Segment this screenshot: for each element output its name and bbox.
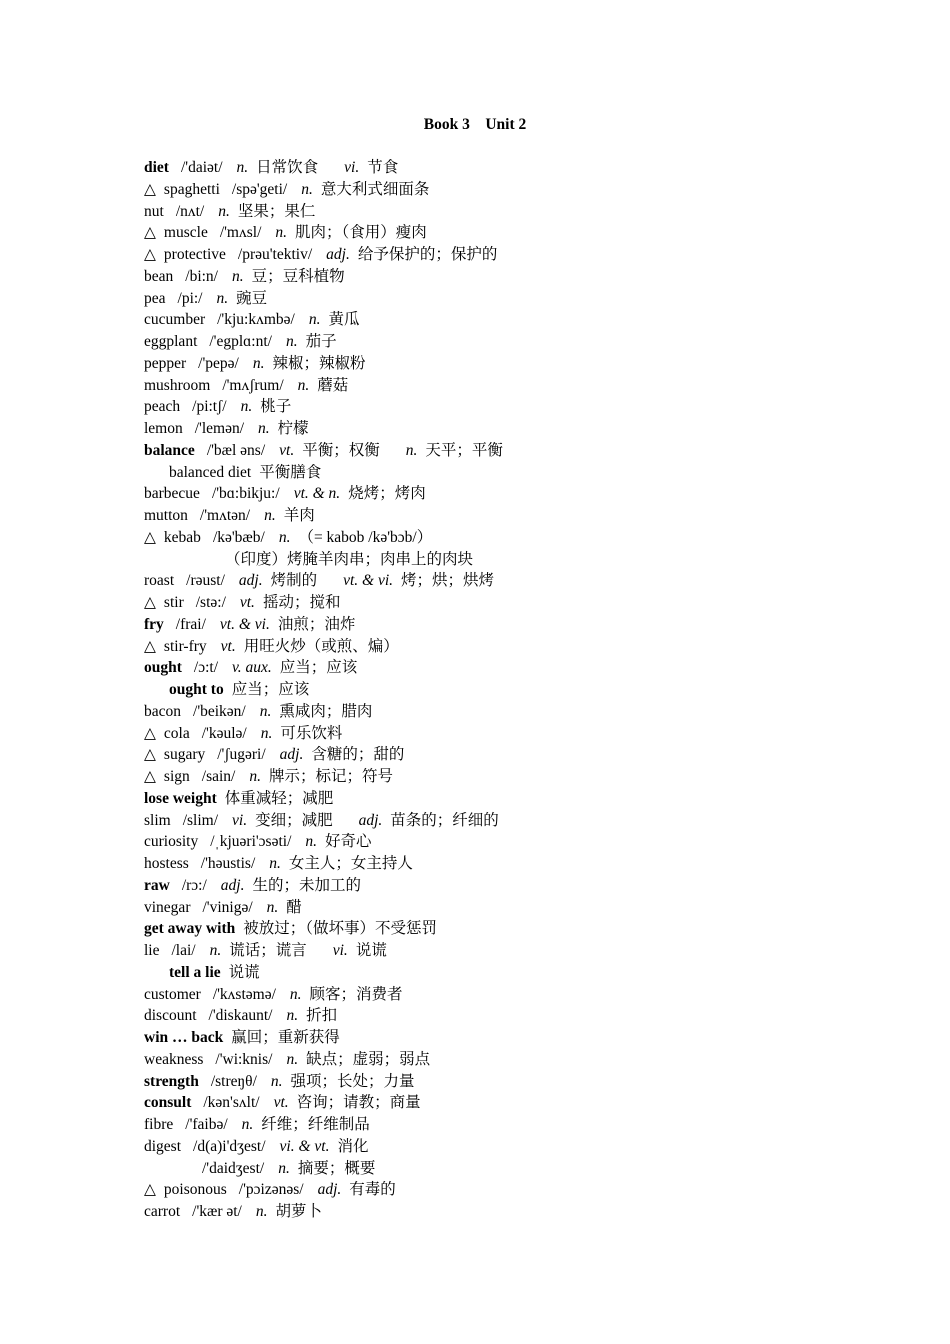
vocab-word: lemon [144, 420, 183, 437]
vocab-part-of-speech: vt. & n. [293, 485, 341, 503]
vocab-word: pepper [144, 354, 187, 372]
vocab-part-of-speech: adj. [220, 876, 245, 894]
vocab-part-of-speech: vt. [239, 594, 255, 611]
vocab-phonetic: /ˌkjuəri'ɔsəti/ [210, 833, 292, 851]
vocab-definition: 辣椒；辣椒粉 [272, 354, 366, 372]
triangle-marker-icon: △ [144, 594, 156, 611]
vocab-definition-2: 烤；烘；烘烤 [401, 572, 495, 590]
vocab-phonetic: /rɔ:/ [181, 876, 207, 894]
vocab-word: bacon [144, 702, 182, 720]
vocab-definition: 平衡；权衡 [302, 441, 380, 459]
vocab-definition: 羊肉 [283, 507, 315, 524]
vocab-definition: 顾客；消费者 [309, 985, 403, 1003]
vocab-part-of-speech: vt. [220, 637, 236, 655]
vocab-entry [144, 875, 904, 897]
vocab-part-of-speech: n. [240, 398, 253, 416]
vocab-entry [144, 527, 904, 549]
vocab-word: consult [144, 1094, 192, 1112]
page-title: Book 3 Unit 2 [423, 116, 527, 133]
vocab-word: fry [144, 615, 164, 633]
vocab-entry [144, 179, 904, 201]
vocab-entry [144, 353, 904, 375]
vocab-part-of-speech: n. [252, 354, 265, 372]
vocab-phonetic: /'bæl əns/ [206, 441, 266, 459]
vocab-definition: 熏咸肉；腊肉 [279, 702, 373, 720]
vocab-part-of-speech-2: n. [405, 441, 418, 459]
vocab-definition-2: 天平；平衡 [425, 441, 503, 459]
triangle-marker-icon: △ [144, 246, 156, 263]
vocab-phonetic: /'həustis/ [200, 855, 256, 872]
vocab-word: lie [144, 942, 160, 959]
vocab-part-of-speech: vi. & vt. [279, 1137, 330, 1155]
vocab-entry [144, 1114, 904, 1136]
vocab-part-of-speech: n. [286, 1007, 299, 1025]
vocab-entry [144, 418, 904, 440]
vocab-word: raw [144, 876, 170, 894]
vocab-entry [144, 1158, 904, 1180]
vocab-phonetic: /ɔ:t/ [193, 659, 219, 677]
vocab-definition: 茄子 [305, 333, 337, 350]
vocab-part-of-speech-2: adj. [358, 811, 383, 829]
vocab-phonetic: /d(a)i'dʒest/ [193, 1137, 266, 1155]
vocab-entry [144, 918, 904, 940]
vocab-part-of-speech-2: vi. [344, 159, 360, 176]
vocab-phonetic: /'vinigə/ [202, 898, 253, 916]
vocab-part-of-speech: n. [264, 507, 276, 524]
vocab-phonetic: /'kju:kʌmbə/ [217, 311, 295, 329]
vocab-phonetic: /'beikən/ [193, 702, 246, 720]
vocab-entry [144, 396, 904, 418]
vocab-definition: 被放过；（做坏事）不受惩罚 [243, 920, 438, 938]
vocab-word: stir [163, 594, 184, 611]
vocab-definition: 折扣 [306, 1007, 338, 1025]
vocab-definition: 平衡膳食 [259, 463, 322, 481]
vocab-phonetic: /kən'sʌlt/ [203, 1094, 260, 1112]
vocab-entry [144, 331, 904, 353]
vocab-entry [144, 157, 904, 179]
vocab-phonetic: /'wi:knis/ [215, 1050, 273, 1068]
vocab-definition: 烤制的 [270, 572, 318, 590]
vocab-word: cola [163, 724, 190, 742]
vocab-definition: （= kabob /kə'bɔb/） [298, 528, 433, 546]
vocab-part-of-speech: n. [236, 159, 249, 176]
vocab-entry [144, 984, 904, 1006]
vocab-entry [144, 853, 904, 875]
vocab-definition: 坚果；果仁 [237, 202, 316, 220]
vocab-part-of-speech: n. [286, 1050, 299, 1068]
vocab-phonetic: /'mʌsl/ [219, 224, 262, 242]
vocab-word: ought [144, 659, 182, 677]
vocab-word: curiosity [144, 833, 199, 851]
vocab-part-of-speech: n. [232, 267, 244, 285]
vocab-part-of-speech: adj. [326, 246, 350, 263]
vocab-definition-2: 苗条的；纤细的 [390, 811, 499, 829]
vocab-part-of-speech: n. [270, 1072, 283, 1090]
vocab-phrase: balanced diet [169, 463, 252, 481]
vocab-part-of-speech: n. [278, 528, 291, 546]
vocab-definition: 摇动；搅和 [262, 594, 341, 611]
vocab-definition: 蘑菇 [317, 376, 349, 394]
vocab-part-of-speech: n. [258, 420, 270, 437]
vocab-entry [144, 1049, 904, 1071]
vocab-word: hostess [144, 855, 189, 872]
vocab-part-of-speech: n. [289, 985, 302, 1003]
vocab-part-of-speech: n. [209, 942, 222, 959]
vocab-entry [144, 1071, 904, 1093]
vocab-phonetic: /'pepə/ [198, 354, 239, 372]
vocab-phonetic: /'daiət/ [180, 159, 223, 176]
vocab-definition: 桃子 [260, 398, 292, 416]
vocab-part-of-speech: vi. [232, 811, 248, 829]
vocab-part-of-speech: n. [266, 898, 279, 916]
vocab-word: slim [144, 811, 171, 829]
vocab-definition: 日常饮食 [256, 159, 319, 176]
triangle-marker-icon: △ [144, 746, 156, 764]
vocab-definition: 胡萝卜 [275, 1203, 322, 1220]
triangle-marker-icon: △ [144, 1181, 156, 1199]
vocab-definition: 赢回；重新获得 [231, 1029, 340, 1046]
vocab-definition: 女主人；女主持人 [288, 855, 413, 872]
vocab-definition: 强项；长处；力量 [290, 1072, 415, 1090]
vocab-entry [144, 788, 904, 810]
vocab-entry [144, 288, 904, 310]
vocab-phonetic: /'kəulə/ [201, 724, 247, 742]
vocab-word: barbecue [144, 485, 200, 503]
vocab-part-of-speech: n. [216, 289, 229, 307]
vocab-definition: 变细；减肥 [255, 811, 333, 829]
vocab-word: kebab [163, 528, 201, 546]
vocab-definition: 谎话；谎言 [229, 942, 307, 959]
vocab-part-of-speech: n. [285, 333, 298, 350]
vocab-definition: 消化 [337, 1137, 369, 1155]
vocab-entry [144, 636, 904, 658]
vocab-word: poisonous [163, 1181, 227, 1199]
vocab-word: digest [144, 1137, 182, 1155]
vocabulary-list [144, 157, 904, 1223]
vocab-entry [144, 723, 904, 745]
vocab-entry [144, 375, 904, 397]
vocab-part-of-speech: n. [275, 224, 288, 242]
vocab-entry [144, 549, 904, 571]
vocab-definition: 应当；应该 [231, 681, 310, 698]
vocab-entry [144, 570, 904, 592]
vocab-definition: 含糖的；甜的 [311, 746, 405, 764]
vocab-phonetic: /'pɔizənəs/ [238, 1181, 304, 1199]
vocab-phonetic: /rəust/ [186, 572, 225, 590]
vocab-definition: 生的；未加工的 [252, 876, 361, 894]
vocab-entry [144, 657, 904, 679]
vocab-word: vinegar [144, 898, 191, 916]
vocab-definition-2: 说谎 [355, 942, 387, 959]
vocab-definition: 有毒的 [349, 1181, 396, 1199]
vocab-entry [144, 244, 904, 266]
vocab-word: pea [144, 289, 166, 307]
triangle-marker-icon: △ [144, 724, 156, 742]
vocab-entry [144, 483, 904, 505]
vocab-part-of-speech: adj. [238, 572, 263, 590]
vocab-word: lose weight [144, 789, 217, 807]
vocab-entry [144, 940, 904, 962]
vocab-entry [144, 766, 904, 788]
vocab-phonetic: /'ʃugəri/ [217, 746, 266, 764]
vocab-word: balance [144, 441, 195, 459]
vocab-definition: 意大利式细面条 [320, 180, 430, 198]
vocab-part-of-speech: vt. [273, 1094, 289, 1112]
vocab-phrase: ought to [169, 681, 224, 698]
vocab-part-of-speech: n. [301, 180, 313, 198]
vocab-part-of-speech: n. [278, 1159, 290, 1177]
triangle-marker-icon: △ [144, 224, 156, 242]
vocab-definition: 应当；应该 [279, 659, 358, 677]
vocab-definition: 油煎；油炸 [277, 615, 356, 633]
vocab-phonetic: /'diskaunt/ [208, 1007, 273, 1025]
vocab-word: mushroom [144, 376, 211, 394]
vocab-phonetic: /spə'geti/ [231, 180, 288, 198]
vocab-definition: 醋 [286, 898, 302, 916]
vocab-entry [144, 592, 904, 614]
vocab-word: spaghetti [163, 180, 220, 198]
vocab-part-of-speech: n. [259, 702, 272, 720]
vocab-phonetic: /nʌt/ [175, 202, 205, 220]
vocab-definition: 缺点；虚弱；弱点 [306, 1050, 431, 1068]
vocab-word: get away with [144, 920, 236, 938]
vocab-word: cucumber [144, 311, 206, 329]
vocab-definition: 体重减轻；减肥 [224, 789, 334, 807]
vocab-phonetic: /'egplɑ:nt/ [209, 333, 272, 350]
vocab-part-of-speech: n. [308, 311, 321, 329]
vocab-entry [144, 201, 904, 223]
vocab-phonetic: /'mʌʃrum/ [222, 376, 284, 394]
vocab-part-of-speech: n. [218, 202, 230, 220]
vocab-part-of-speech: adj. [279, 746, 304, 764]
vocab-word: fibre [144, 1116, 174, 1133]
triangle-marker-icon: △ [144, 528, 156, 546]
vocab-word: strength [144, 1072, 199, 1090]
vocab-phonetic: /'faibə/ [185, 1116, 228, 1133]
vocab-phrase: tell a lie [169, 963, 221, 981]
vocab-definition-2: 节食 [367, 159, 399, 176]
vocab-definition: 肌肉；（食用）瘦肉 [295, 224, 427, 242]
vocab-entry [144, 810, 904, 832]
vocab-definition: 摘要；概要 [297, 1159, 376, 1177]
vocab-definition: 牌示；标记；符号 [268, 768, 393, 785]
vocab-phonetic: /kə'bæb/ [212, 528, 265, 546]
vocab-phonetic: /prəu'tektiv/ [237, 246, 313, 263]
vocab-entry [144, 1005, 904, 1027]
vocab-part-of-speech: vt. & vi. [219, 615, 270, 633]
vocab-phonetic: /'bɑ:bikju:/ [211, 485, 280, 503]
vocab-definition: 柠檬 [277, 420, 309, 437]
vocab-phonetic: /stə:/ [195, 594, 226, 611]
vocab-entry [144, 744, 904, 766]
vocab-phonetic: /'kær ət/ [192, 1203, 242, 1220]
vocab-entry [144, 1179, 904, 1201]
vocab-word: stir-fry [163, 637, 207, 655]
triangle-marker-icon: △ [144, 180, 156, 198]
vocab-entry [144, 831, 904, 853]
vocab-definition: 豌豆 [236, 289, 268, 307]
vocab-entry [144, 462, 904, 484]
vocab-entry [144, 1027, 904, 1049]
vocab-entry [144, 440, 904, 462]
vocab-phonetic: /pi:tʃ/ [192, 398, 227, 416]
vocab-word: eggplant [144, 333, 198, 350]
vocab-word: win … back [144, 1029, 224, 1046]
vocab-part-of-speech: n. [249, 768, 261, 785]
vocab-part-of-speech: n. [305, 833, 318, 851]
triangle-marker-icon: △ [144, 637, 156, 655]
vocab-word: sign [163, 768, 190, 785]
vocab-phonetic: /'mʌtən/ [199, 507, 251, 524]
vocab-phonetic: /'daidʒest/ [202, 1159, 265, 1177]
vocab-phonetic: /'lemən/ [194, 420, 245, 437]
vocab-phonetic: /sain/ [201, 768, 236, 785]
vocab-phonetic: /bi:n/ [185, 267, 218, 285]
triangle-marker-icon: △ [144, 768, 156, 785]
vocab-entry [144, 266, 904, 288]
vocab-entry [144, 505, 904, 527]
vocab-part-of-speech: n. [297, 376, 310, 394]
vocab-entry [144, 614, 904, 636]
vocab-part-of-speech: n. [255, 1203, 268, 1220]
vocab-entry [144, 1092, 904, 1114]
vocab-entry [144, 222, 904, 244]
vocab-definition: 豆；豆科植物 [251, 267, 345, 285]
vocab-word: diet [144, 159, 169, 176]
vocab-definition: 好奇心 [325, 833, 372, 851]
vocab-definition: 可乐饮料 [280, 724, 343, 742]
vocab-definition: 给予保护的；保护的 [357, 246, 498, 263]
vocab-definition: 纤维；纤维制品 [261, 1116, 370, 1133]
vocab-phonetic: /'kʌstəmə/ [212, 985, 276, 1003]
vocab-part-of-speech: v. aux. [232, 659, 272, 677]
vocab-definition: 说谎 [228, 963, 260, 981]
vocab-part-of-speech-2: vt. & vi. [343, 572, 394, 590]
vocab-entry [144, 1201, 904, 1223]
vocab-entry [144, 679, 904, 701]
vocab-phonetic: /lai/ [171, 942, 196, 959]
vocab-word: muscle [163, 224, 208, 242]
vocab-word: customer [144, 985, 201, 1003]
vocab-word: sugary [163, 746, 206, 764]
vocab-phonetic: /slim/ [182, 811, 219, 829]
vocab-word: weakness [144, 1050, 204, 1068]
vocab-definition: 咨询；请教；商量 [296, 1094, 421, 1112]
vocab-part-of-speech: n. [241, 1116, 254, 1133]
vocab-part-of-speech: adj. [317, 1181, 342, 1199]
vocab-part-of-speech-2: vi. [332, 942, 348, 959]
vocab-word: discount [144, 1007, 197, 1025]
vocab-word: nut [144, 202, 164, 220]
vocab-phonetic: /frai/ [175, 615, 206, 633]
vocab-entry [144, 701, 904, 723]
vocab-entry [144, 1136, 904, 1158]
vocab-part-of-speech: n. [260, 724, 273, 742]
vocab-definition-continued: （印度）烤腌羊肉串；肉串上的肉块 [225, 550, 474, 568]
vocab-part-of-speech: n. [269, 855, 281, 872]
vocab-word: mutton [144, 507, 188, 524]
vocab-entry [144, 897, 904, 919]
vocab-word: peach [144, 398, 181, 416]
vocab-word: carrot [144, 1203, 181, 1220]
vocab-phonetic: /pi:/ [177, 289, 203, 307]
vocab-word: bean [144, 267, 174, 285]
vocab-word: roast [144, 572, 175, 590]
vocab-definition: 黄瓜 [328, 311, 360, 329]
vocab-part-of-speech: vt. [279, 441, 295, 459]
vocab-phonetic: /streŋθ/ [210, 1072, 257, 1090]
vocab-definition: 用旺火炒（或煎、煸） [243, 637, 399, 655]
vocab-definition: 烧烤；烤肉 [348, 485, 426, 503]
vocab-entry [144, 309, 904, 331]
vocab-entry [144, 962, 904, 984]
vocab-word: protective [163, 246, 226, 263]
